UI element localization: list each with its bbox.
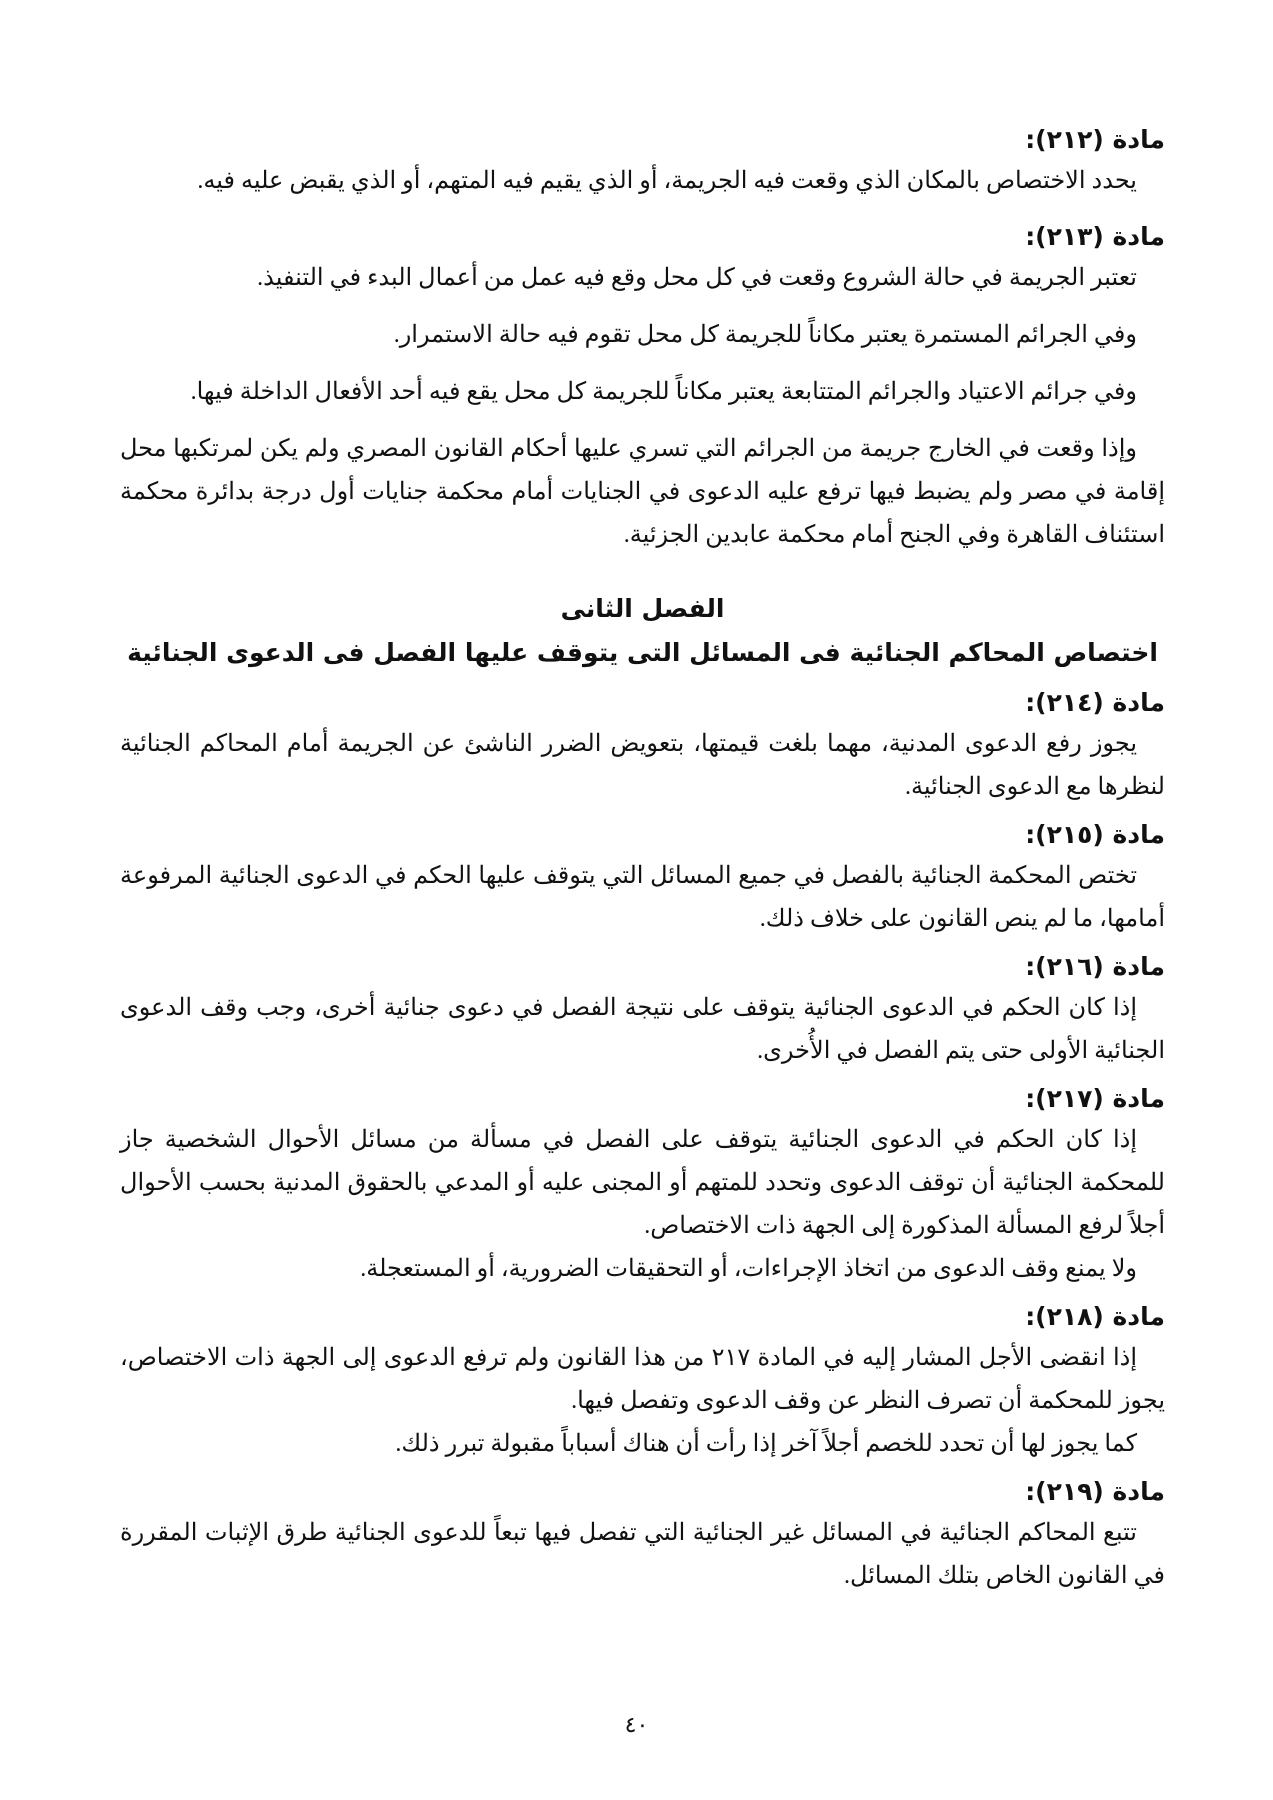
article-212-heading: مادة (٢١٢): (1025, 125, 1165, 154)
chapter-title: الفصل الثانى (560, 594, 725, 623)
article-213-paragraph-4: وإذا وقعت في الخارج جريمة من الجرائم التي تسري عليها أحكام القانون المصري ولم يكن لمرتكبها محل إقامة في مصر ولم يضبط فيها ترفع عليه الدعوى في الجنايات أمام محكمة جنايات أول درجة بدائرة محكمة استئناف القاهرة وفي الجنح أمام محكمة عابدين الجزئية. (120, 436, 1165, 548)
article-214-heading: مادة (٢١٤): (1025, 688, 1165, 717)
article-217-paragraph-1: إذا كان الحكم في الدعوى الجنائية يتوقف على الفصل في مسألة من مسائل الأحوال الشخصية جاز للمحكمة الجنائية أن توقف الدعوى وتحدد للمتهم أو المجنى عليه أو المدعي بالحقوق المدنية بحسب الأحوال أجلاً لرفع المسألة المذكورة إلى الجهة ذات الاختصاص. (120, 1127, 1165, 1239)
article-215-paragraph-1: تختص المحكمة الجنائية بالفصل في جميع المسائل التي يتوقف عليها الحكم في الدعوى الجنائية المرفوعة أمامها، ما لم ينص القانون على خلاف ذلك. (120, 863, 1165, 932)
article-218-heading: مادة (٢١٨): (1025, 1302, 1165, 1331)
document-page (120, 120, 1165, 1598)
article-217-paragraph-2: ولا يمنع وقف الدعوى من اتخاذ الإجراءات، أو التحقيقات الضرورية، أو المستعجلة. (360, 1256, 1137, 1282)
article-218-paragraph-2: كما يجوز لها أن تحدد للخصم أجلاً آخر إذا رأت أن هناك أسباباً مقبولة تبرر ذلك. (395, 1431, 1137, 1457)
article-217-heading: مادة (٢١٧): (1025, 1084, 1165, 1113)
article-215-heading: مادة (٢١٥): (1025, 820, 1165, 849)
article-216-heading: مادة (٢١٦): (1025, 952, 1165, 981)
article-213-paragraph-1: تعتبر الجريمة في حالة الشروع وقعت في كل محل وقع فيه عمل من أعمال البدء في التنفيذ. (257, 265, 1137, 291)
chapter-subtitle: اختصاص المحاكم الجنائية فى المسائل التى يتوقف عليها الفصل فى الدعوى الجنائية (127, 638, 1158, 667)
article-213-paragraph-2: وفي الجرائم المستمرة يعتبر مكاناً للجريمة كل محل تقوم فيه حالة الاستمرار. (393, 322, 1137, 348)
article-216-paragraph-1: إذا كان الحكم في الدعوى الجنائية يتوقف على نتيجة الفصل في دعوى جنائية أخرى، وجب وقف الدعوى الجنائية الأولى حتى يتم الفصل في الأُخرى. (120, 995, 1165, 1064)
article-219-heading: مادة (٢١٩): (1025, 1477, 1165, 1506)
article-214-paragraph-1: يجوز رفع الدعوى المدنية، مهما بلغت قيمتها، بتعويض الضرر الناشئ عن الجريمة أمام المحاكم الجنائية لنظرها مع الدعوى الجنائية. (120, 731, 1165, 800)
article-219-paragraph-1: تتبع المحاكم الجنائية في المسائل غير الجنائية التي تفصل فيها تبعاً للدعوى الجنائية طرق الإثبات المقررة في القانون الخاص بتلك المسائل. (120, 1520, 1165, 1589)
page-number: ٤٠ (624, 1712, 649, 1737)
article-213-heading: مادة (٢١٣): (1025, 222, 1165, 251)
article-213-paragraph-3: وفي جرائم الاعتياد والجرائم المتتابعة يعتبر مكاناً للجريمة كل محل يقع فيه أحد الأفعال الداخلة فيها. (190, 379, 1137, 405)
chapter-heading (120, 587, 1165, 675)
article-218-paragraph-1: إذا انقضى الأجل المشار إليه في المادة ٢١٧ من هذا القانون ولم ترفع الدعوى إلى الجهة ذات الاختصاص، يجوز للمحكمة أن تصرف النظر عن وقف الدعوى وتفصل فيها. (120, 1345, 1165, 1414)
article-212-paragraph-1: يحدد الاختصاص بالمكان الذي وقعت فيه الجريمة، أو الذي يقيم فيه المتهم، أو الذي يقبض عليه فيه. (197, 168, 1137, 194)
